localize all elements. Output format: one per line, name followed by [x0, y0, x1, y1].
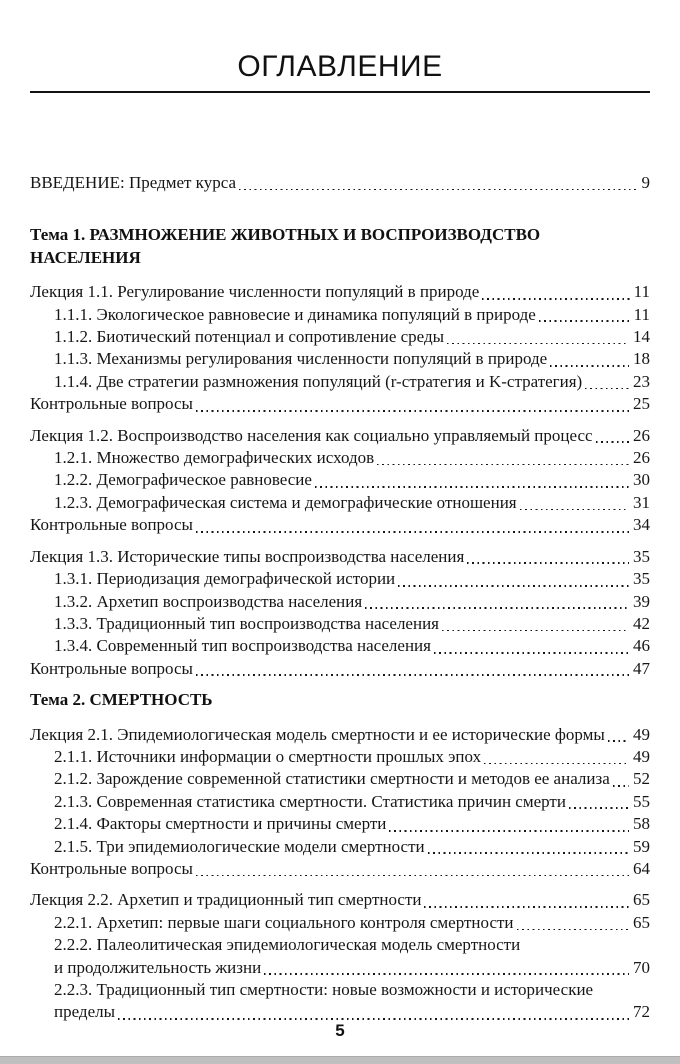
dot-leader [569, 807, 629, 809]
entry-page-number: 59 [633, 836, 650, 856]
dot-leader [550, 365, 629, 367]
entry-text: Контрольные вопросы [30, 394, 193, 414]
entry-page-number: 65 [633, 890, 650, 910]
toc-group [30, 546, 650, 680]
entry-page-number: 18 [633, 349, 650, 369]
entry-text: 2.1.5. Три эпидемиологические модели смертности [54, 836, 425, 856]
entry-page-number: 35 [633, 569, 650, 589]
toc-control-questions-row [30, 858, 650, 880]
dot-leader [196, 875, 629, 877]
toc-item-row [30, 836, 650, 858]
entry-page-number: 9 [641, 173, 650, 192]
toc-item-row [30, 447, 650, 469]
toc-item-row [30, 934, 650, 956]
dot-leader [264, 973, 629, 975]
entry-page-number: 49 [633, 746, 650, 766]
dot-leader [424, 906, 629, 908]
toc-item-row [30, 746, 650, 768]
entry-text: ВВЕДЕНИЕ: Предмет курса [30, 173, 237, 192]
entry-text: 1.1.3. Механизмы регулирования численности популяций в природе [54, 349, 548, 369]
entry-page-number: 23 [633, 371, 650, 391]
entry-text: Контрольные вопросы [30, 858, 193, 878]
dot-leader [377, 464, 629, 466]
dot-leader [315, 486, 629, 488]
dot-leader [613, 785, 629, 787]
entry-page-number: 35 [633, 546, 650, 566]
entry-text: 1.2.3. Демографическая система и демографические отношения [54, 492, 517, 512]
entry-text: 1.3.2. Архетип воспроизводства населения [54, 591, 363, 611]
dot-leader [239, 189, 637, 191]
dot-leader [428, 852, 629, 854]
entry-page-number: 39 [633, 591, 650, 611]
dot-leader [365, 607, 629, 609]
entry-text: 2.1.3. Современная статистика смертности. Статистика причин смерти [54, 791, 566, 811]
entry-page-number: 58 [633, 814, 650, 834]
dot-leader [585, 388, 629, 390]
toc-body [30, 224, 650, 1023]
toc-item-row [30, 791, 650, 813]
dot-leader [539, 320, 630, 322]
entry-text: 1.3.1. Периодизация демографической истории [54, 569, 396, 589]
page-title: ОГЛАВЛЕНИЕ [237, 50, 443, 83]
entry-text: 2.2.1. Архетип: первые шаги социального контроля смертности [54, 912, 514, 932]
entry-text: Лекция 2.1. Эпидемиологическая модель смертности и ее исторические формы [30, 724, 605, 744]
entry-page-number: 65 [633, 912, 650, 932]
entry-page-number: 11 [633, 282, 650, 302]
entry-page-number: 55 [633, 791, 650, 811]
toc-item-row [30, 492, 650, 514]
dot-leader [196, 674, 629, 676]
entry-page-number: 64 [633, 858, 650, 878]
toc-item-row [30, 371, 650, 393]
entry-text: Контрольные вопросы [30, 658, 193, 678]
entry-page-number: 26 [633, 448, 650, 468]
dot-leader [520, 509, 629, 511]
entry-page-number: 70 [633, 957, 650, 977]
entry-text: Лекция 1.1. Регулирование численности популяций в природе [30, 282, 480, 302]
toc-item-row [30, 635, 650, 657]
entry-text: 1.1.4. Две стратегии размножения популяций (r-стратегия и K-стратегия) [54, 371, 583, 391]
entry-text: 1.2.2. Демографическое равновесие [54, 470, 312, 490]
dot-leader [596, 441, 629, 443]
entry-text: 2.2.2. Палеолитическая эпидемиологическая модель смертности [54, 935, 521, 955]
toc-item-row-continuation [30, 957, 650, 979]
entry-text: пределы [54, 1002, 116, 1022]
toc-intro-row [30, 172, 650, 194]
dot-leader [389, 830, 629, 832]
entry-page-number: 47 [633, 658, 650, 678]
entry-text: 1.3.4. Современный тип воспроизводства населения [54, 636, 431, 656]
entry-text: и продолжительность жизни [54, 957, 262, 977]
table-of-contents [30, 172, 650, 1024]
toc-group [30, 889, 650, 1023]
toc-item-row [30, 304, 650, 326]
toc-lecture-row [30, 281, 650, 303]
toc-lecture-row [30, 724, 650, 746]
toc-item-row [30, 768, 650, 790]
entry-page-number: 26 [633, 425, 650, 445]
entry-page-number: 14 [633, 327, 650, 347]
toc-item-row [30, 568, 650, 590]
toc-item-row [30, 591, 650, 613]
toc-lecture-row [30, 889, 650, 911]
entry-text: 1.1.1. Экологическое равновесие и динамика популяций в природе [54, 304, 536, 324]
toc-item-row [30, 813, 650, 835]
toc-control-questions-row [30, 393, 650, 415]
toc-item-row [30, 469, 650, 491]
entry-text: Лекция 1.2. Воспроизводство населения как социально управляемый процесс [30, 425, 593, 445]
entry-text: 2.2.3. Традиционный тип смертности: новые возможности и исторические [54, 980, 594, 999]
toc-section-heading: Тема 2. СМЕРТНОСТЬ [30, 690, 213, 710]
entry-text: 2.1.1. Источники информации о смертности прошлых эпох [54, 746, 482, 766]
toc-item-row [30, 979, 650, 1001]
dot-leader [467, 562, 629, 564]
entry-text: 2.1.2. Зарождение современной статистики смертности и методов ее анализа [54, 769, 610, 789]
entry-text: Контрольные вопросы [30, 515, 193, 535]
entry-page-number: 31 [633, 492, 650, 512]
entry-text: 1.3.3. Традиционный тип воспроизводства населения [54, 613, 439, 633]
entry-page-number: 52 [633, 769, 650, 789]
entry-text: Лекция 2.2. Архетип и традиционный тип смертности [30, 890, 422, 910]
entry-text: 2.1.4. Факторы смертности и причины смерти [54, 814, 387, 834]
dot-leader [196, 531, 629, 533]
dot-leader [517, 929, 629, 931]
toc-group [30, 281, 650, 415]
toc-control-questions-row [30, 514, 650, 536]
toc-item-row [30, 912, 650, 934]
toc-item-row [30, 348, 650, 370]
entry-page-number: 11 [633, 304, 650, 324]
entry-page-number: 30 [633, 470, 650, 490]
toc-control-questions-row [30, 658, 650, 680]
entry-text: 1.1.2. Биотический потенциал и сопротивление среды [54, 327, 445, 347]
entry-page-number: 34 [633, 515, 650, 535]
entry-page-number: 72 [633, 1002, 650, 1022]
entry-page-number: 49 [633, 724, 650, 744]
entry-page-number: 25 [633, 394, 650, 414]
dot-leader [398, 585, 629, 587]
dot-leader [608, 740, 629, 742]
entry-text: 1.2.1. Множество демографических исходов [54, 448, 375, 468]
bottom-window-edge [0, 1056, 680, 1064]
toc-group [30, 425, 650, 537]
dot-leader [484, 763, 629, 765]
dot-leader [442, 630, 629, 632]
toc-lecture-row [30, 425, 650, 447]
toc-item-row [30, 326, 650, 348]
folio-page-number: 5 [335, 1020, 345, 1040]
toc-lecture-row [30, 546, 650, 568]
entry-page-number: 42 [633, 613, 650, 633]
toc-section-heading: Тема 1. РАЗМНОЖЕНИЕ ЖИВОТНЫХ И ВОСПРОИЗВОДСТВО НАСЕЛЕНИЯ [30, 225, 541, 267]
toc-group [30, 724, 650, 881]
toc-item-row [30, 613, 650, 635]
dot-leader [447, 343, 629, 345]
dot-leader [434, 652, 629, 654]
dot-leader [196, 410, 629, 412]
entry-text: Лекция 1.3. Исторические типы воспроизводства населения [30, 546, 465, 566]
title-rule [30, 91, 650, 93]
entry-page-number: 46 [633, 636, 650, 656]
dot-leader [482, 298, 629, 300]
